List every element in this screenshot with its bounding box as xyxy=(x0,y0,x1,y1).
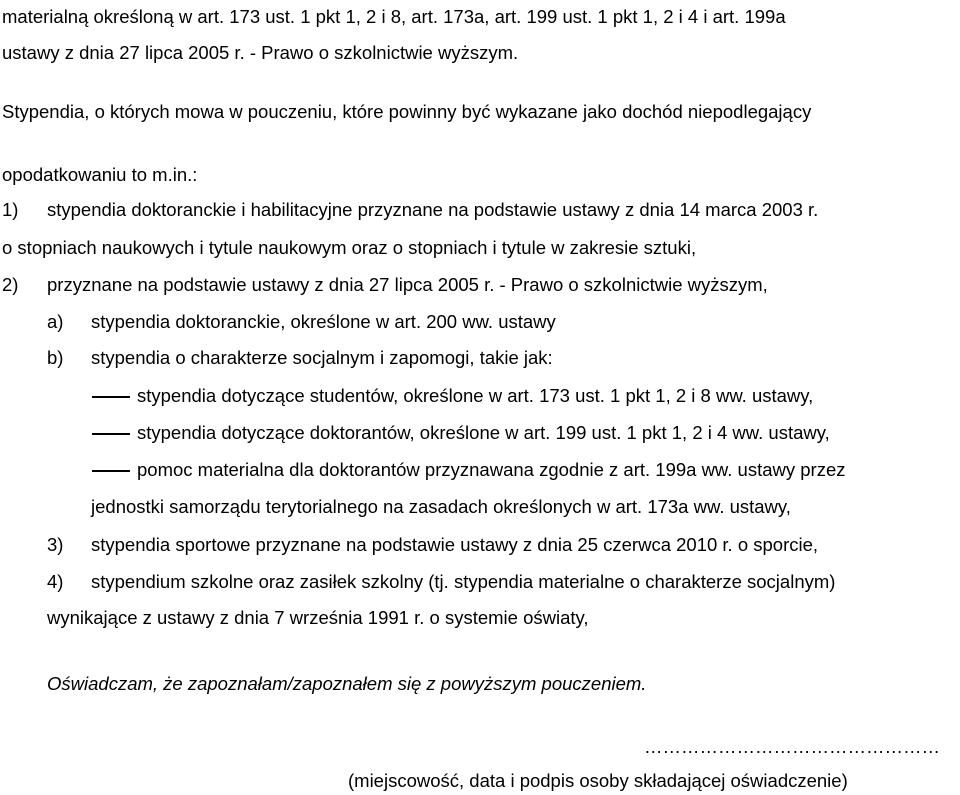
item-2-text: przyznane na podstawie ustawy z dnia 27 lipca 2005 r. - Prawo o szkolnictwie wyższym, xyxy=(47,274,768,295)
item-1-number: 1) xyxy=(2,199,19,220)
item-2b-letter: b) xyxy=(47,347,64,368)
intro-line-2: ustawy z dnia 27 lipca 2005 r. - Prawo o szkolnictwie wyższym. xyxy=(2,42,519,63)
item-2-number: 2) xyxy=(2,274,19,295)
item-4-number: 4) xyxy=(47,571,64,592)
dash-item-1-text: stypendia dotyczące studentów, określone w art. 173 ust. 1 pkt 1, 2 i 8 ww. ustawy, xyxy=(137,385,814,406)
item-2a-letter: a) xyxy=(47,311,64,332)
dash-bullet-1 xyxy=(92,396,130,398)
signature-caption: (miejscowość, data i podpis osoby składającej oświadczenie) xyxy=(348,770,848,791)
item-4-continuation: wynikające z ustawy z dnia 7 września 1991 r. o systemie oświaty, xyxy=(47,607,589,628)
dash-item-3-text: pomoc materialna dla doktorantów przyznawana zgodnie z art. 199a ww. ustawy przez xyxy=(137,459,846,480)
item-3-text: stypendia sportowe przyznane na podstawie ustawy z dnia 25 czerwca 2010 r. o sporcie, xyxy=(91,534,819,555)
dash-item-3-continuation: jednostki samorządu terytorialnego na zasadach określonych w art. 173a ww. ustawy, xyxy=(91,496,791,517)
item-1-continuation: o stopniach naukowych i tytule naukowym oraz o stopniach i tytule w zakresie sztuki, xyxy=(2,237,697,258)
dash-bullet-3 xyxy=(92,470,130,472)
signature-dotted-line: ………………………………………… xyxy=(644,736,940,757)
intro-line-1: materialną określoną w art. 173 ust. 1 pkt 1, 2 i 8, art. 173a, art. 199 ust. 1 pkt 1, 2 i 4 i art. 199a xyxy=(2,6,786,27)
dash-bullet-2 xyxy=(92,433,130,435)
stipend-intro-line-2: opodatkowaniu to m.in.: xyxy=(2,164,198,185)
item-3-number: 3) xyxy=(47,534,64,555)
dash-item-2-text: stypendia dotyczące doktorantów, określone w art. 199 ust. 1 pkt 1, 2 i 4 ww. ustawy, xyxy=(137,422,830,443)
item-2b-text: stypendia o charakterze socjalnym i zapomogi, takie jak: xyxy=(91,347,553,368)
declaration-statement: Oświadczam, że zapoznałam/zapoznałem się z powyższym pouczeniem. xyxy=(47,673,647,694)
stipend-intro-line-1: Stypendia, o których mowa w pouczeniu, które powinny być wykazane jako dochód niepodlegający xyxy=(2,101,812,122)
item-1-text: stypendia doktoranckie i habilitacyjne przyznane na podstawie ustawy z dnia 14 marca 2003 r. xyxy=(47,199,819,220)
item-4-text: stypendium szkolne oraz zasiłek szkolny (tj. stypendia materialne o charakterze socjalnym) xyxy=(91,571,836,592)
item-2a-text: stypendia doktoranckie, określone w art. 200 ww. ustawy xyxy=(91,311,556,332)
